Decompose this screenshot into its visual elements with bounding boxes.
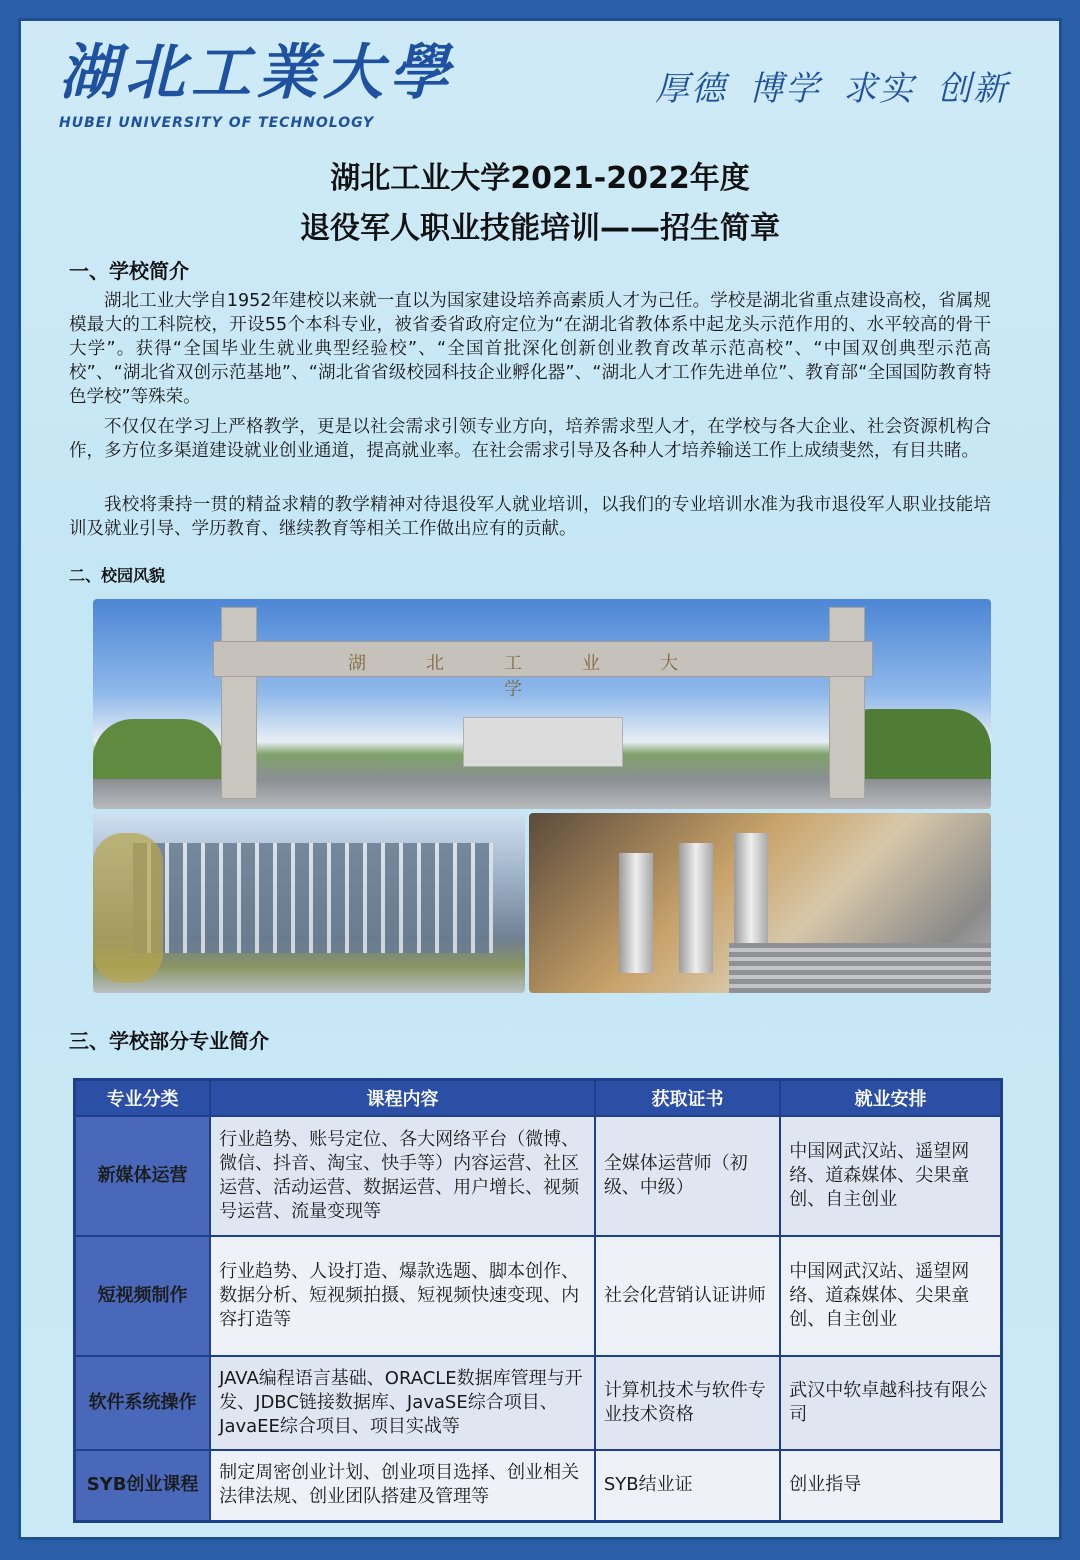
table-row (75, 1450, 1002, 1522)
motto-word: 求实 (843, 69, 915, 109)
motto-word: 厚德 (655, 69, 727, 109)
tree-shape (93, 833, 163, 983)
intro-paragraph: 我校将秉持一贯的精益求精的教学精神对待退役军人就业培训，以我们的专业培训水准为我市退役军人职业技能培训及就业引导、学历教育、继续教育等相关工作做出应有的贡献。 (69, 495, 991, 539)
gate-pillar (221, 607, 257, 799)
table-row (75, 1356, 1002, 1450)
main-building-shape (463, 717, 623, 767)
content-cell: JAVA编程语言基础、ORACLE数据库管理与开发、JDBC链接数据库、JavaSE综合项目、JavaEE综合项目、项目实战等 (210, 1356, 595, 1450)
column-shape (619, 853, 653, 973)
gate-pillar (829, 607, 865, 799)
content-cell: 制定周密创业计划、创业项目选择、创业相关法律法规、创业团队搭建及管理等 (210, 1450, 595, 1522)
logo-chinese: 湖北工業大學 (59, 38, 455, 108)
motto-word: 创新 (937, 69, 1009, 109)
title-line-2: 退役军人职业技能培训——招生简章 (300, 211, 780, 246)
campus-gate-photo (93, 599, 991, 809)
table-row (75, 1236, 1002, 1356)
employment-cell: 中国网武汉站、遥望网络、道森媒体、尖果童创、自主创业 (780, 1236, 1001, 1356)
campus-building-photo (93, 813, 525, 993)
category-cell: 新媒体运营 (75, 1116, 211, 1236)
certificate-cell: 社会化营销认证讲师 (595, 1236, 780, 1356)
section-heading-campus: 二、校园风貌 (69, 566, 166, 585)
content-cell: 行业趋势、账号定位、各大网络平台（微博、微信、抖音、淘宝、快手等）内容运营、社区运营、活动运营、数据运营、用户增长、视频号运营、流量变现等 (210, 1116, 595, 1236)
majors-table (73, 1078, 1003, 1523)
employment-cell: 中国网武汉站、遥望网络、道森媒体、尖果童创、自主创业 (780, 1116, 1001, 1236)
title-line-1: 湖北工业大学2021-2022年度 (330, 161, 750, 196)
section-heading-majors: 三、学校部分专业简介 (69, 1029, 269, 1053)
employment-cell: 创业指导 (780, 1450, 1001, 1522)
table-header-row (75, 1080, 1002, 1116)
employment-cell: 武汉中软卓越科技有限公司 (780, 1356, 1001, 1450)
column-header: 课程内容 (210, 1080, 595, 1116)
section-heading-intro: 一、学校简介 (69, 259, 189, 283)
column-header: 专业分类 (75, 1080, 211, 1116)
certificate-cell: SYB结业证 (595, 1450, 780, 1522)
column-shape (679, 843, 713, 973)
category-cell: 软件系统操作 (75, 1356, 211, 1450)
certificate-cell: 全媒体运营师（初级、中级） (595, 1116, 780, 1236)
building-windows-shape (133, 843, 493, 953)
campus-columns-photo (529, 813, 991, 993)
stairs-shape (729, 943, 991, 993)
content-cell: 行业趋势、人设打造、爆款选题、脚本创作、数据分析、短视频拍摄、短视频快速变现、内容打造等 (210, 1236, 595, 1356)
column-header: 获取证书 (595, 1080, 780, 1116)
motto (655, 61, 1009, 110)
certificate-cell: 计算机技术与软件专业技术资格 (595, 1356, 780, 1450)
logo-english: HUBEI UNIVERSITY OF TECHNOLOGY (59, 115, 375, 131)
intro-paragraph: 不仅仅在学习上严格教学，更是以社会需求引领专业方向，培养需求型人才，在学校与各大企业、社会资源机构合作，多方位多渠道建设就业创业通道，提高就业率。在社会需求引导及各种人才培养输送工作上成绩斐然，有目共睹。 (69, 417, 991, 461)
trees-shape (93, 719, 223, 779)
motto-word: 博学 (749, 69, 821, 109)
category-cell: SYB创业课程 (75, 1450, 211, 1522)
university-logo (59, 38, 455, 131)
poster-frame (18, 18, 1062, 1540)
column-header: 就业安排 (780, 1080, 1001, 1116)
gate-inscription: 湖北工业大学 (348, 653, 738, 700)
category-cell: 短视频制作 (75, 1236, 211, 1356)
intro-paragraph: 湖北工业大学自1952年建校以来就一直以为国家建设培养高素质人才为己任。学校是湖北省重点建设高校，省属规模最大的工科院校，开设55个本科专业，被省委省政府定位为“在湖北省教体系中起龙头示范作用的、水平较高的骨干大学”。获得“全国毕业生就业典型经验校”、“全国首批深化创新创业教育改革示范高校”、“中国双创典型示范高校”、“湖北省双创示范基地”、“湖北省省级校园科技企业孵化器”、“湖北人才工作先进单位”、教育部“全国国防教育特色学校”等殊荣。 (69, 291, 991, 407)
table-row (75, 1116, 1002, 1236)
